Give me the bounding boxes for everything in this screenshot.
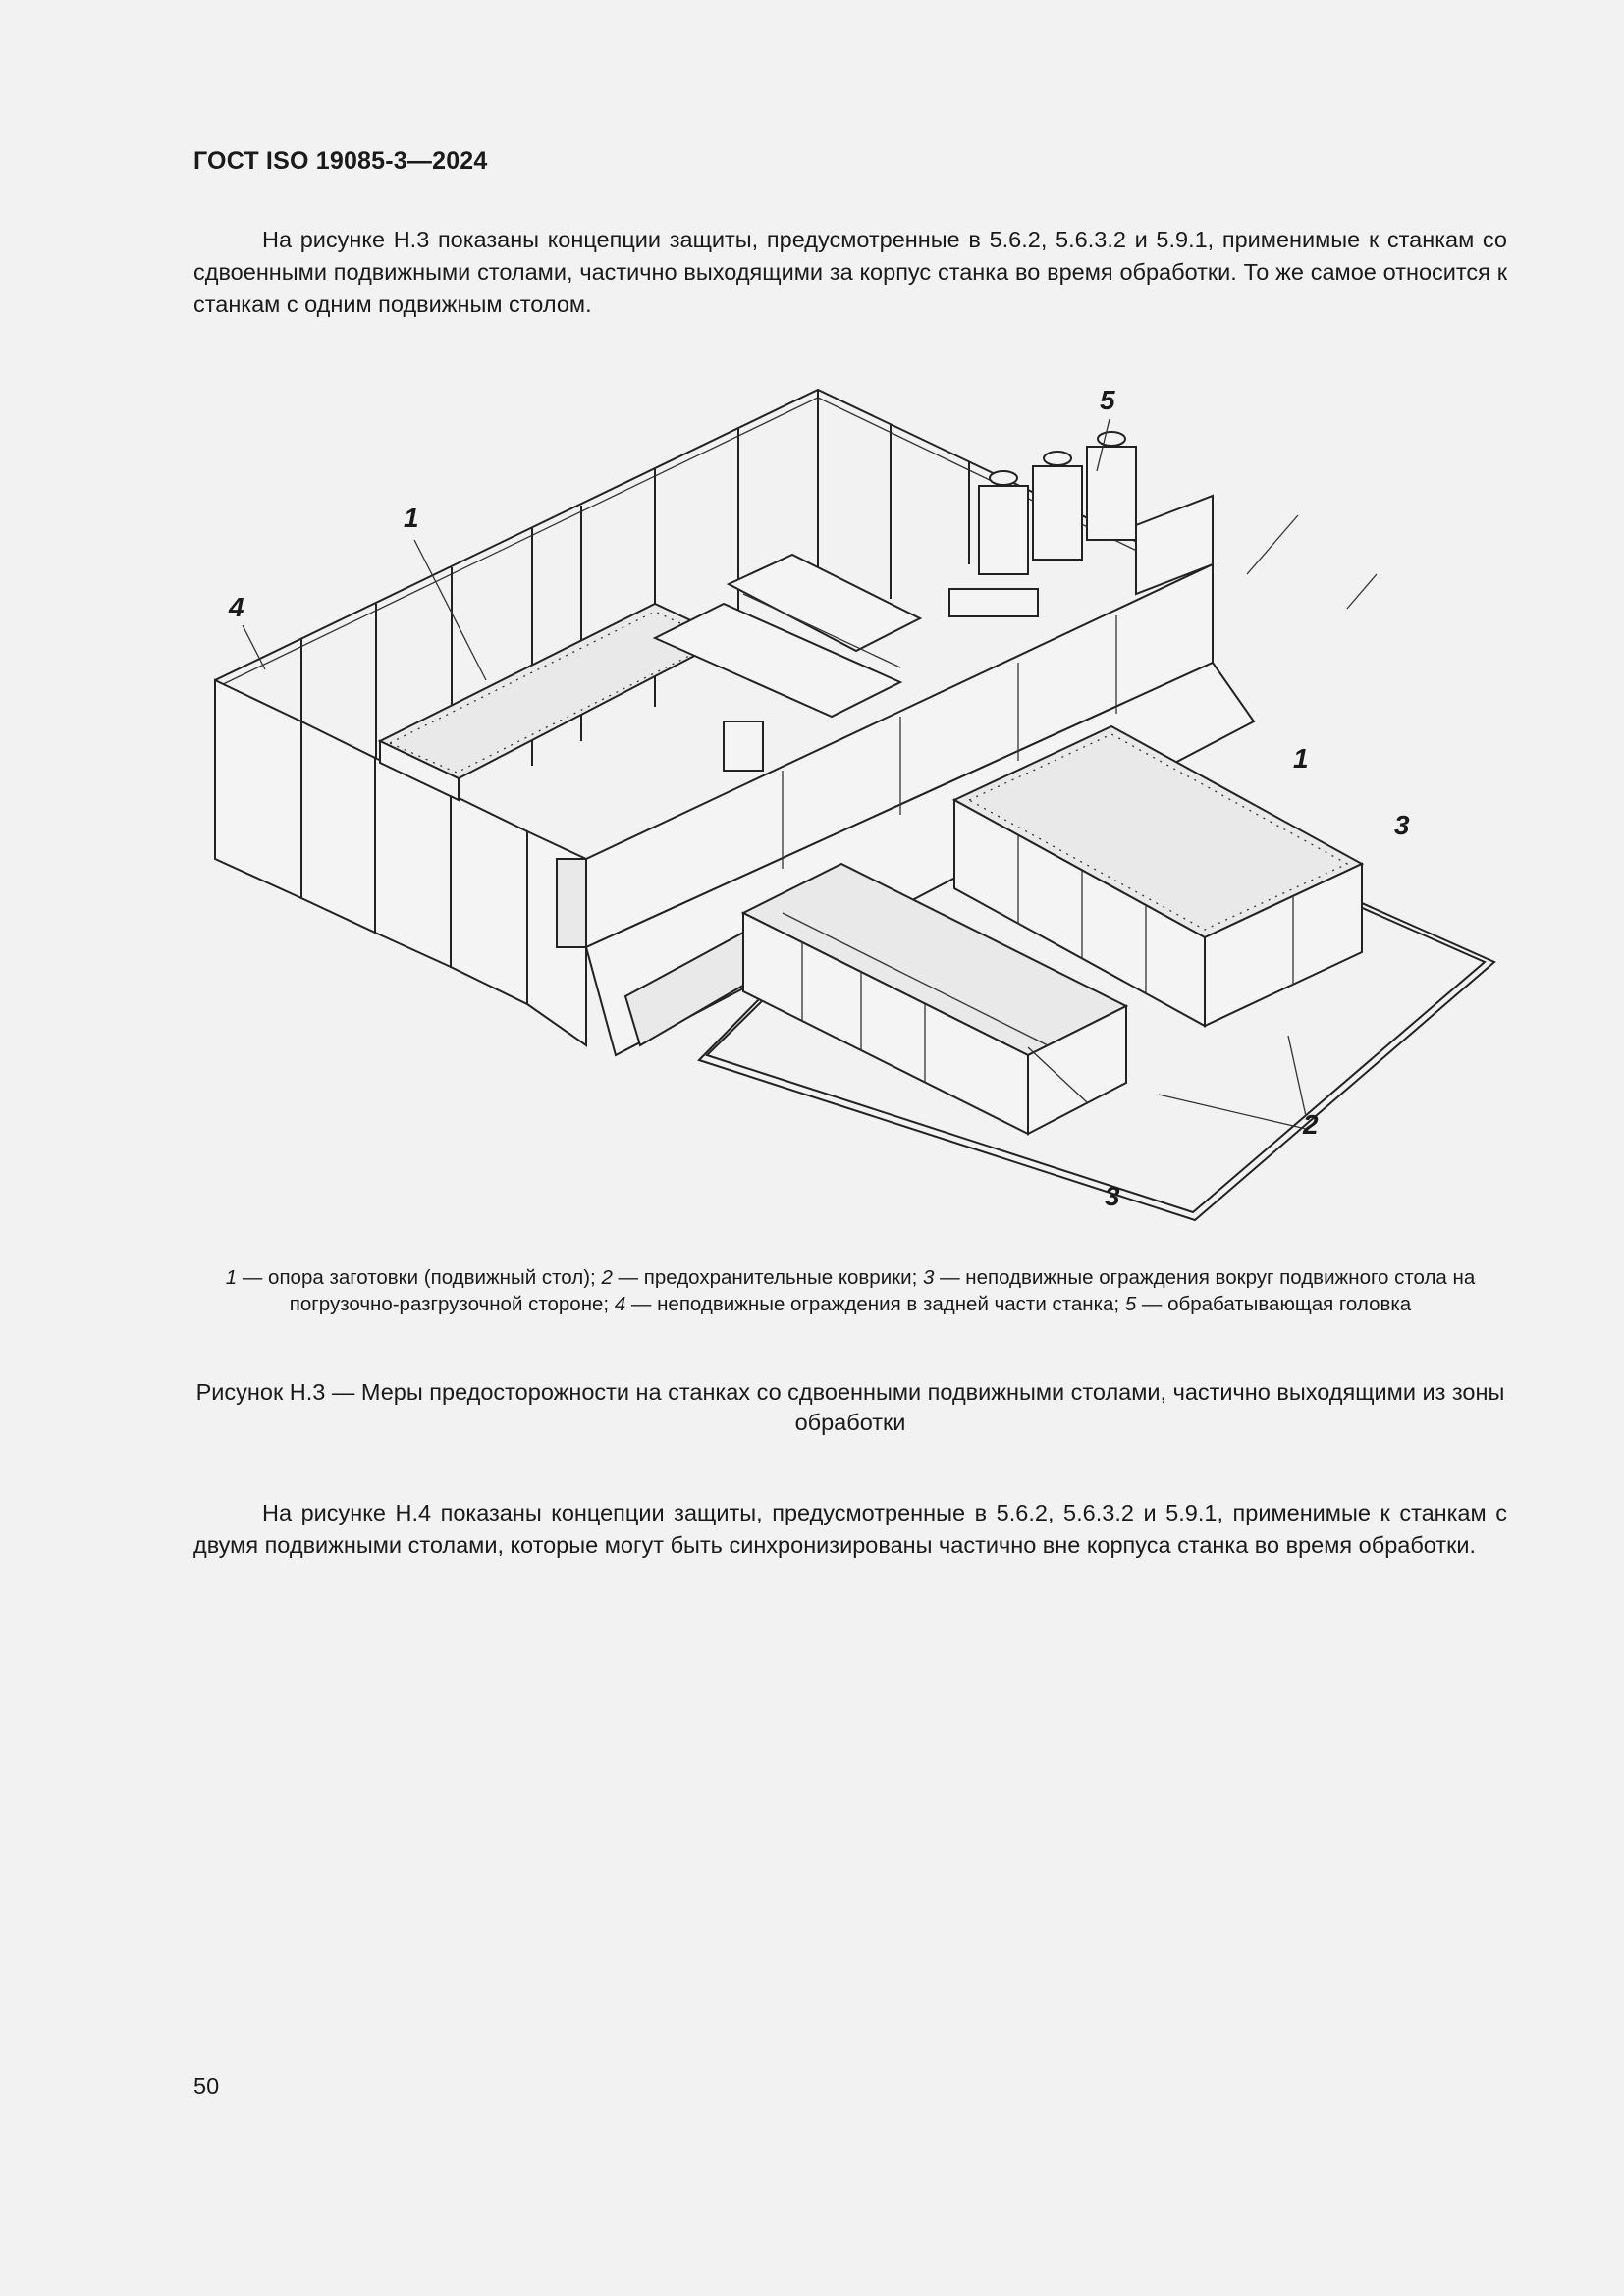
legend-text-4: — неподвижные ограждения в задней части станка; — [625, 1293, 1125, 1315]
legend-text-1: — опора заготовки (подвижный стол); — [237, 1266, 602, 1289]
callout-2: 2 — [1303, 1109, 1319, 1140]
legend-text-2: — предохранительные коврики; — [612, 1266, 923, 1289]
callout-1-left: 1 — [404, 503, 419, 533]
legend-num-3: 3 — [922, 1266, 935, 1289]
legend-num-2: 2 — [601, 1266, 613, 1289]
closing-paragraph: На рисунке H.4 показаны концепции защиты, предусмотренные в 5.6.2, 5.6.3.2 и 5.9.1, применимые к станкам с двумя подвижными столами, которые могут быть синхронизированы частично вне корпуса станка во время обработки. — [193, 1500, 1507, 1558]
rear-beam — [655, 555, 920, 717]
intro-paragraph: На рисунке H.3 показаны концепции защиты, предусмотренные в 5.6.2, 5.6.3.2 и 5.9.1, применимые к станкам со сдвоенными подвижными столами, частично выходящими за корпус станка во время обработки. То же самое относится к станкам с одним подвижным столом. — [193, 227, 1507, 317]
legend-text-3: — неподвижные ограждения вокруг подвижного стола на погрузочно-разгрузочной стороне; — [289, 1266, 1476, 1315]
figure-legend — [193, 1264, 1507, 1317]
machine-figure — [193, 368, 1507, 1222]
legend-num-5: 5 — [1124, 1293, 1137, 1315]
callout-3-bottom: 3 — [1105, 1181, 1120, 1211]
legend-num-1: 1 — [225, 1266, 238, 1289]
callout-1-right: 1 — [1293, 743, 1309, 774]
legend-text-5: — обрабатывающая головка — [1136, 1293, 1412, 1315]
legend-num-4: 4 — [614, 1293, 626, 1315]
figure-caption: Рисунок H.3 — Меры предосторожности на станках со сдвоенными подвижными столами, частично выходящими из зоны обработки — [195, 1379, 1505, 1435]
page-number: 50 — [193, 2073, 220, 2099]
callout-3-right: 3 — [1394, 810, 1410, 840]
callout-5: 5 — [1100, 385, 1115, 415]
document-header: ГОСТ ISO 19085-3—2024 — [193, 147, 488, 175]
callout-4: 4 — [229, 592, 244, 622]
